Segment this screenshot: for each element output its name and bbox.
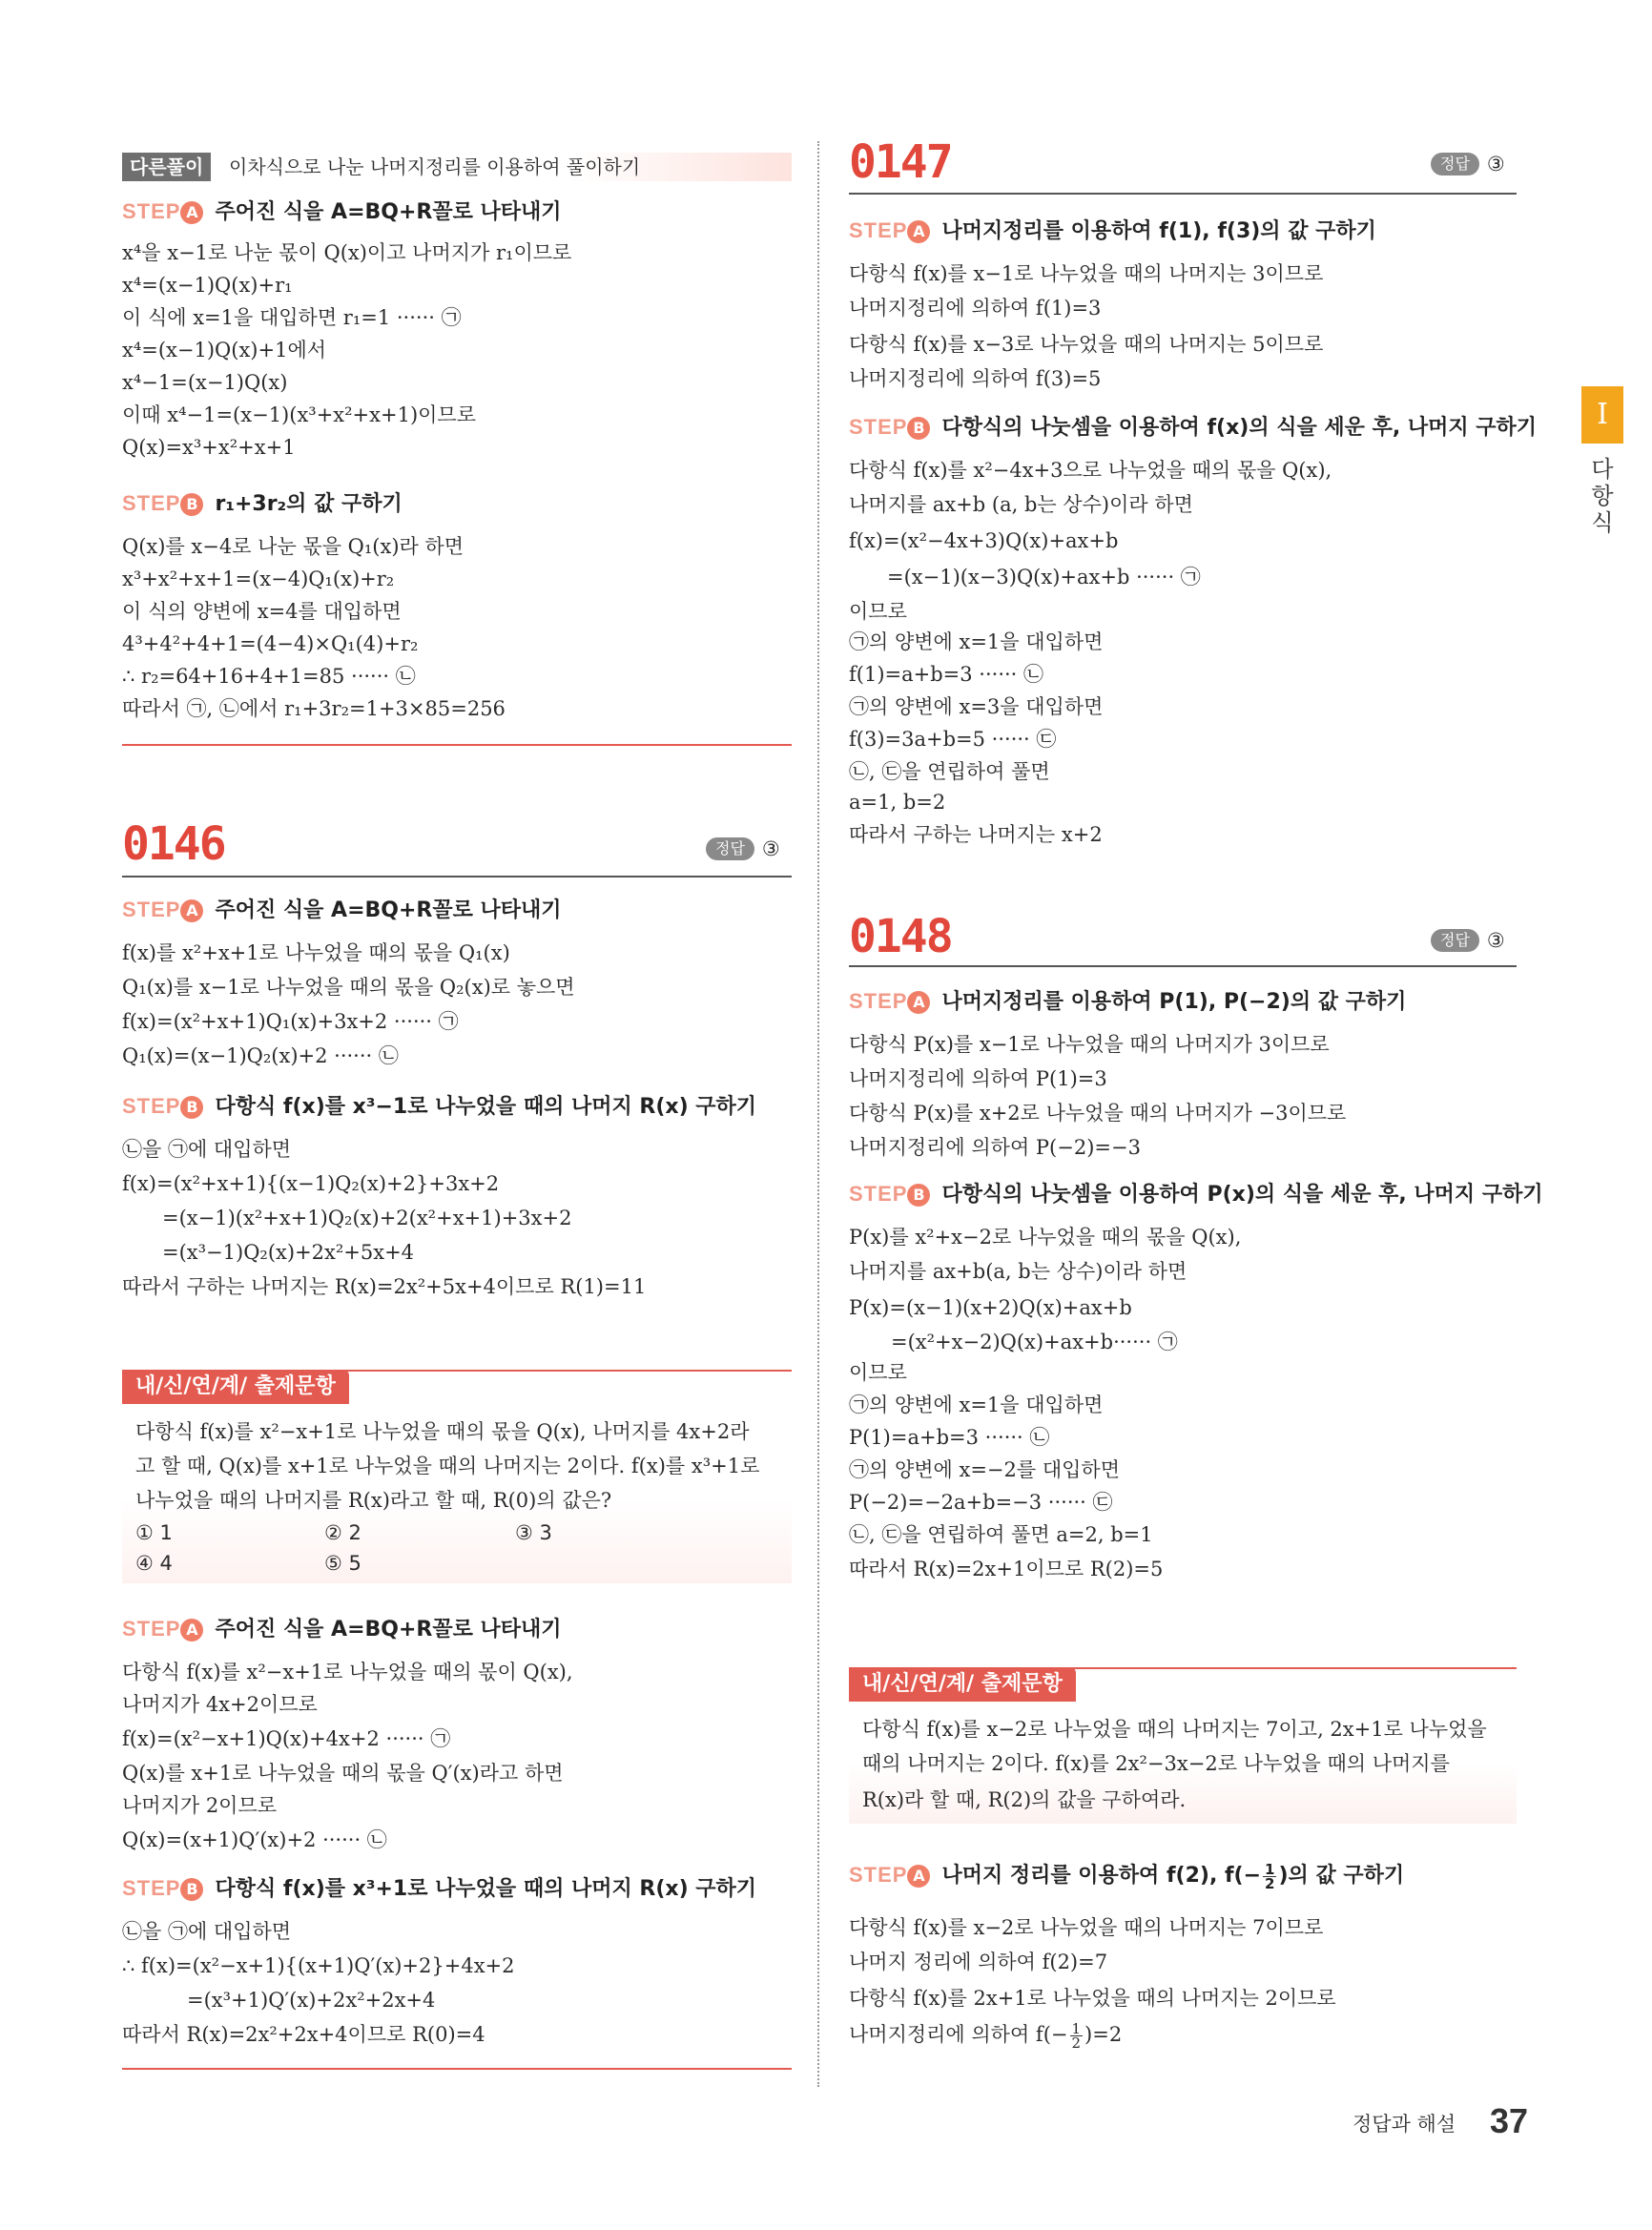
p148-step-a: STEP A 나머지정리를 이용하여 P(1), P(−2)의 값 구하기 — [849, 989, 1407, 1014]
text-line: ㉡, ㉢을 연립하여 풀면 a=2, b=1 — [849, 1523, 1153, 1546]
text-line: 나머지가 4x+2이므로 — [122, 1693, 318, 1716]
p146-step-a: STEP A 주어진 식을 A=BQ+R꼴로 나타내기 — [122, 898, 562, 922]
text-line: f(x)를 x²+x+1로 나누었을 때의 몫을 Q₁(x) — [122, 941, 510, 964]
text-line: =(x³+1)Q′(x)+2x²+2x+4 — [187, 1989, 436, 2012]
text-line: P(−2)=−2a+b=−3 ······ ㉢ — [849, 1491, 1113, 1514]
answer-indicator: 정답 ③ — [1431, 927, 1505, 954]
question-line: 때의 나머지는 2이다. f(x)를 2x²−3x−2로 나누었을 때의 나머지를 — [862, 1752, 1450, 1775]
text-line: 다항식 f(x)를 x−3로 나누었을 때의 나머지는 5이므로 — [849, 333, 1324, 356]
text-line: Q(x)를 x+1로 나누었을 때의 몫을 Q′(x)라고 하면 — [122, 1762, 564, 1785]
problem-rule — [122, 876, 792, 878]
p147-step-b: STEP B 다항식의 나눗셈을 이용하여 f(x)의 식을 세운 후, 나머지 구하기 — [849, 415, 1538, 440]
text-line: 나머지정리에 의하여 f(3)=5 — [849, 367, 1102, 390]
question-line: 나누었을 때의 나머지를 R(x)라고 할 때, R(0)의 값은? — [135, 1489, 612, 1512]
text-line: =(x²+x−2)Q(x)+ax+b······ ㉠ — [891, 1331, 1178, 1353]
naesin-step-a: STEP A 주어진 식을 A=BQ+R꼴로 나타내기 — [122, 1617, 562, 1642]
text-line: x⁴=(x−1)Q(x)+1에서 — [122, 339, 327, 361]
chapter-label: 다항식 — [1591, 456, 1614, 536]
text-line: 나머지정리에 의하여 P(−2)=−3 — [849, 1136, 1141, 1159]
problem-rule — [849, 965, 1517, 967]
text-line: a=1, b=2 — [849, 791, 946, 814]
text-line: 다항식 f(x)를 x²−x+1로 나누었을 때의 몫이 Q(x), — [122, 1661, 573, 1683]
footer-label: 정답과 해설 — [1353, 2113, 1456, 2136]
question-line: 고 할 때, Q(x)를 x+1로 나누었을 때의 나머지는 2이다. f(x)를 x³+1로 — [135, 1455, 760, 1477]
text-line: P(x)를 x²+x−2로 나누었을 때의 몫을 Q(x), — [849, 1226, 1242, 1249]
text-line: f(x)=(x²−x+1)Q(x)+4x+2 ······ ㉠ — [122, 1727, 451, 1750]
section-end-rule — [122, 2068, 792, 2070]
text-line: x⁴을 x−1로 나눈 몫이 Q(x)이고 나머지가 r₁이므로 — [122, 241, 572, 264]
text-line: 따라서 ㉠, ㉡에서 r₁+3r₂=1+3×85=256 — [122, 697, 506, 720]
problem-0148-header — [849, 910, 952, 963]
text-line: 이 식에 x=1을 대입하면 r₁=1 ······ ㉠ — [122, 306, 462, 329]
text-line: 따라서 R(x)=2x²+2x+4이므로 R(0)=4 — [122, 2023, 485, 2046]
problem-rule — [849, 193, 1517, 195]
text-line: =(x−1)(x−3)Q(x)+ax+b ······ ㉠ — [887, 566, 1201, 588]
text-line: 나머지정리에 의하여 P(1)=3 — [849, 1067, 1107, 1090]
text-line: 따라서 구하는 나머지는 R(x)=2x²+5x+4이므로 R(1)=11 — [122, 1275, 647, 1298]
question-line: R(x)라 할 때, R(2)의 값을 구하여라. — [862, 1788, 1187, 1811]
problem-number: 0147 — [849, 135, 952, 189]
problem-0147-header — [849, 135, 952, 189]
text-line: Q(x)=(x+1)Q′(x)+2 ······ ㉡ — [122, 1828, 387, 1851]
text-line: 따라서 R(x)=2x+1이므로 R(2)=5 — [849, 1558, 1164, 1580]
text-line: 다항식 f(x)를 x−1로 나누었을 때의 나머지는 3이므로 — [849, 262, 1324, 285]
chapter-tab: I — [1581, 386, 1623, 444]
text-line: 다항식 f(x)를 x²−4x+3으로 나누었을 때의 몫을 Q(x), — [849, 459, 1332, 482]
text-line: ∴ r₂=64+16+4+1=85 ······ ㉡ — [122, 665, 416, 688]
text-line: ㉠의 양변에 x=1을 대입하면 — [849, 630, 1104, 653]
choice-4: ④ 4 — [135, 1552, 173, 1575]
text-line: ㉡을 ㉠에 대입하면 — [122, 1920, 292, 1943]
text-line: x³+x²+x+1=(x−4)Q₁(x)+r₂ — [122, 568, 395, 590]
text-line: 나머지정리에 의하여 f(1)=3 — [849, 297, 1102, 320]
text-line: f(3)=3a+b=5 ······ ㉢ — [849, 728, 1057, 751]
text-line: Q(x)를 x−4로 나눈 몫을 Q₁(x)라 하면 — [122, 535, 465, 558]
text-line: f(x)=(x²−4x+3)Q(x)+ax+b — [849, 529, 1119, 552]
naesin-header: 내/신/연/계/ 출제문항 — [122, 1370, 349, 1404]
naesin-header: 내/신/연/계/ 출제문항 — [849, 1667, 1076, 1702]
text-line: ㉡, ㉢을 연립하여 풀면 — [849, 760, 1050, 783]
text-line: x⁴−1=(x−1)Q(x) — [122, 371, 288, 394]
text-line: 다항식 f(x)를 x−2로 나누었을 때의 나머지는 7이므로 — [849, 1916, 1324, 1939]
text-line: 나머지가 2이므로 — [122, 1794, 278, 1817]
alt-solution-badge: 다른풀이 — [122, 153, 211, 181]
text-line: 다항식 f(x)를 2x+1로 나누었을 때의 나머지는 2이므로 — [849, 1987, 1336, 2010]
text-line: Q₁(x)=(x−1)Q₂(x)+2 ······ ㉡ — [122, 1044, 399, 1067]
text-line: ㉠의 양변에 x=3을 대입하면 — [849, 695, 1104, 718]
p147-step-a: STEP A 나머지정리를 이용하여 f(1), f(3)의 값 구하기 — [849, 218, 1376, 243]
choice-5: ⑤ 5 — [324, 1552, 361, 1575]
text-line: f(x)=(x²+x+1)Q₁(x)+3x+2 ······ ㉠ — [122, 1010, 459, 1033]
page-number: 37 — [1490, 2101, 1529, 2140]
naesin-step-b: STEP B 다항식 f(x)를 x³+1로 나누었을 때의 나머지 R(x) 구하기 — [122, 1876, 757, 1901]
text-line: =(x³−1)Q₂(x)+2x²+5x+4 — [162, 1241, 415, 1264]
text-line: 다항식 P(x)를 x+2로 나누었을 때의 나머지가 −3이므로 — [849, 1102, 1347, 1125]
question-line: 다항식 f(x)를 x²−x+1로 나누었을 때의 몫을 Q(x), 나머지를 4x+2라 — [135, 1420, 750, 1443]
choice-1: ① 1 — [135, 1521, 173, 1544]
text-line: =(x−1)(x²+x+1)Q₂(x)+2(x²+x+1)+3x+2 — [162, 1207, 572, 1229]
problem-number: 0148 — [849, 910, 952, 963]
choice-2: ② 2 — [324, 1521, 361, 1544]
text-line: Q₁(x)를 x−1로 나누었을 때의 몫을 Q₂(x)로 놓으면 — [122, 976, 575, 999]
text-line: 이므로 — [849, 1361, 907, 1384]
text-line: x⁴=(x−1)Q(x)+r₁ — [122, 274, 293, 297]
problem-number: 0146 — [122, 817, 225, 871]
text-line: 다항식 P(x)를 x−1로 나누었을 때의 나머지가 3이므로 — [849, 1033, 1330, 1056]
alt-solution-title: 이차식으로 나눈 나머지정리를 이용하여 풀이하기 — [229, 155, 641, 178]
text-line: 나머지를 ax+b (a, b는 상수)이라 하면 — [849, 493, 1193, 516]
text-line: ∴ f(x)=(x²−x+1){(x+1)Q′(x)+2}+4x+2 — [122, 1954, 515, 1977]
text-line: 따라서 구하는 나머지는 x+2 — [849, 823, 1103, 846]
text-line: Q(x)=x³+x²+x+1 — [122, 436, 296, 459]
text-line: ㉡을 ㉠에 대입하면 — [122, 1138, 292, 1161]
alt-step-b: STEP B r₁+3r₂의 값 구하기 — [122, 491, 403, 516]
answer-indicator: 정답 ③ — [706, 836, 780, 862]
text-line: P(1)=a+b=3 ······ ㉡ — [849, 1426, 1050, 1449]
text-line: P(x)=(x−1)(x+2)Q(x)+ax+b — [849, 1296, 1132, 1319]
text-line: ㉠의 양변에 x=1을 대입하면 — [849, 1394, 1104, 1416]
naesin-step-a: STEP A 나머지 정리를 이용하여 f(2), f(− $\frac{1}{2}$ )의 값 구하기 — [849, 1860, 1405, 1892]
question-line: 다항식 f(x)를 x−2로 나누었을 때의 나머지는 7이고, 2x+1로 나누었을 — [862, 1718, 1487, 1741]
answer-indicator: 정답 ③ — [1431, 151, 1505, 177]
text-line: ㉠의 양변에 x=−2를 대입하면 — [849, 1458, 1120, 1481]
text-line: f(x)=(x²+x+1){(x−1)Q₂(x)+2}+3x+2 — [122, 1172, 500, 1195]
problem-0146-header — [122, 817, 225, 871]
section-end-rule — [122, 744, 792, 746]
alt-step-a: STEP A 주어진 식을 A=BQ+R꼴로 나타내기 — [122, 199, 562, 224]
p146-step-b: STEP B 다항식 f(x)를 x³−1로 나누었을 때의 나머지 R(x) 구하기 — [122, 1094, 757, 1119]
text-line: 이 식의 양변에 x=4를 대입하면 — [122, 600, 402, 623]
p148-step-b: STEP B 다항식의 나눗셈을 이용하여 P(x)의 식을 세운 후, 나머지 구하기 — [849, 1182, 1543, 1207]
text-line: 4³+4²+4+1=(4−4)×Q₁(4)+r₂ — [122, 632, 419, 655]
choice-3: ③ 3 — [515, 1521, 552, 1544]
text-line: 이므로 — [849, 600, 907, 623]
column-divider — [817, 141, 819, 2087]
text-line: 나머지 정리에 의하여 f(2)=7 — [849, 1951, 1108, 1973]
text-line: f(1)=a+b=3 ······ ㉡ — [849, 663, 1044, 686]
text-line: 나머지를 ax+b(a, b는 상수)이라 하면 — [849, 1260, 1187, 1283]
text-line: 이때 x⁴−1=(x−1)(x³+x²+x+1)이므로 — [122, 403, 477, 426]
text-line: 나머지정리에 의하여 f(− $\frac{1}{2}$ )=2 — [849, 2020, 1123, 2052]
